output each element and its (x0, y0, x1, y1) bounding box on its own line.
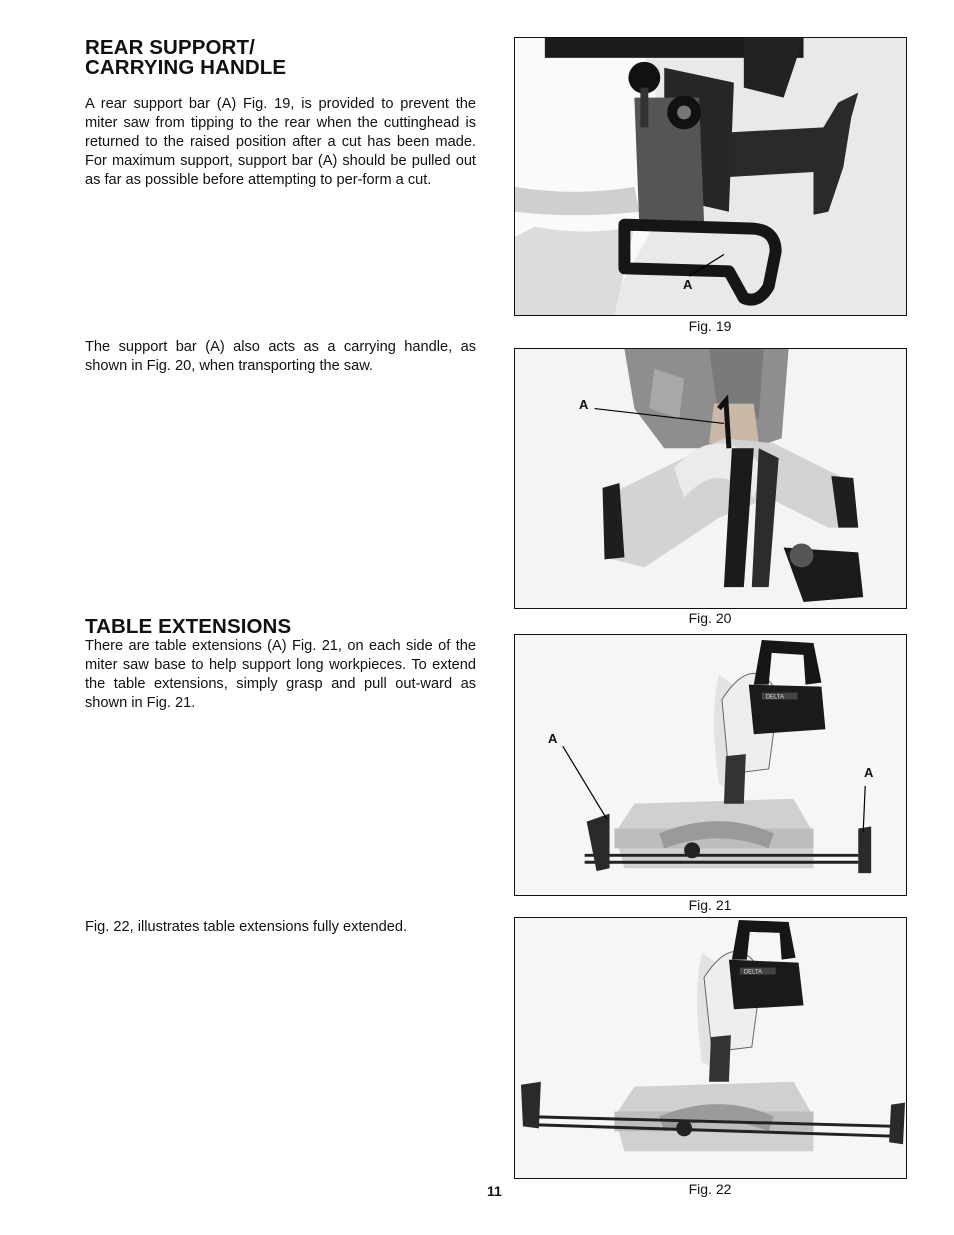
heading-line-1: REAR SUPPORT/ (85, 36, 255, 59)
extended-tables-illustration (515, 918, 906, 1178)
brand-logo-fig21: DELTA (765, 694, 785, 701)
page-number: 11 (487, 1183, 502, 1199)
figure-21-image (514, 634, 907, 896)
section-heading-table-extensions: TABLE EXTENSIONS (85, 615, 292, 638)
heading-line-2: CARRYING HANDLE (85, 56, 287, 79)
figure-22-image (514, 917, 907, 1179)
brand-logo-fig22: DELTA (743, 969, 763, 976)
fig22-paragraph: Fig. 22, illustrates table extensions fully extended. (85, 919, 408, 935)
carrying-handle-paragraph: The support bar (A) also acts as a carrying handle, as shown in Fig. 20, when transporting the saw. (85, 339, 476, 374)
fig21-callout-a-left: A (548, 731, 558, 746)
table-extensions-paragraph: There are table extensions (A) Fig. 21, on each side of the miter saw base to help support long workpieces. To extend the table extensions, simply grasp and pull out-ward as shown in Fig. 21. (85, 638, 476, 711)
fig22-caption: Fig. 22 (688, 1181, 732, 1197)
figure-20-image (514, 348, 907, 609)
figure-19-image (514, 37, 907, 316)
rear-support-bar-illustration (515, 38, 906, 315)
fig21-caption: Fig. 21 (688, 897, 732, 913)
rear-support-paragraph: A rear support bar (A) Fig. 19, is provided to prevent the miter saw from tipping to the rear when the cuttinghead is returned to the raised position after a cut has been made. For maximum support, support bar (A) should be pulled out as far as possible before attempting to per-form a cut. (85, 96, 476, 188)
fig20-callout-a: A (579, 397, 589, 412)
carrying-saw-illustration (515, 349, 906, 608)
fig19-caption: Fig. 19 (688, 318, 732, 334)
section-heading-rear-support (85, 38, 286, 78)
fig21-callout-a-right: A (864, 765, 874, 780)
table-extensions-illustration (515, 635, 906, 895)
fig20-caption: Fig. 20 (688, 610, 732, 626)
fig19-callout-a: A (683, 277, 693, 292)
